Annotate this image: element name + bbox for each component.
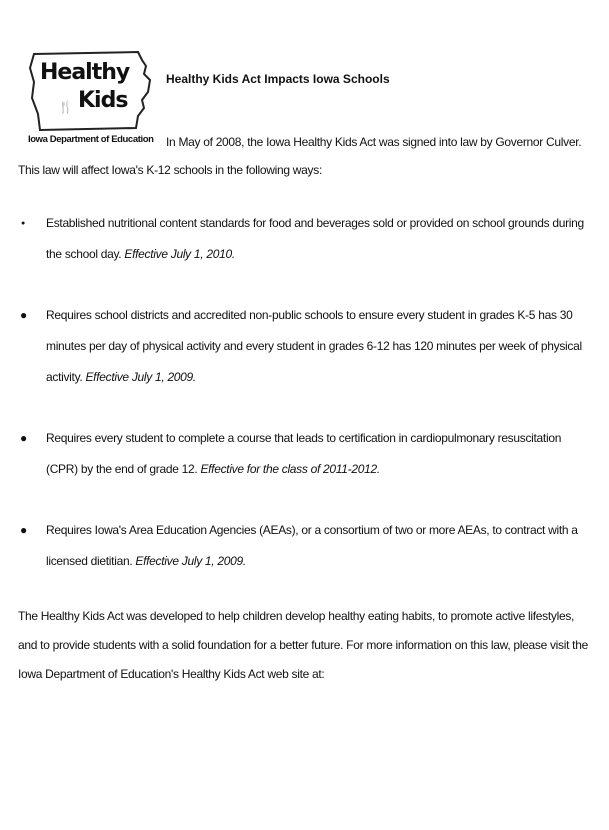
bullet-icon: ●	[20, 308, 27, 322]
bullet-effective-date: Effective for the class of 2011-2012.	[200, 462, 380, 476]
intro-paragraph: In May of 2008, the Iowa Healthy Kids Act was signed into law by Governor Culver. This law will affect Iowa's K-12 schools in the following ways:	[18, 135, 582, 177]
bullet-item	[18, 208, 593, 270]
logo-department-text: Iowa Department of Education	[28, 134, 154, 145]
bullet-item	[18, 300, 593, 393]
document-title: Healthy Kids Act Impacts Iowa Schools	[166, 72, 390, 86]
bullet-item	[18, 515, 593, 577]
logo-kids-text: Kids	[78, 88, 128, 113]
bullet-effective-date: Effective July 1, 2009.	[135, 554, 246, 568]
bullet-icon: ●	[20, 523, 27, 537]
bullet-text: Requires every student to complete a course that leads to certification in cardiopulmonary resuscitation (CPR) by the end of grade 12.	[46, 431, 562, 476]
bullet-list	[18, 208, 593, 607]
bullet-icon: ●	[20, 431, 27, 445]
fork-knife-icon: 🍴	[58, 100, 73, 114]
bullet-text: Established nutritional content standards for food and beverages sold or provided on school grounds during the school day.	[46, 216, 584, 261]
logo-healthy-text: Healthy	[40, 60, 130, 85]
bullet-item	[18, 423, 593, 485]
closing-paragraph: The Healthy Kids Act was developed to help children develop healthy eating habits, to promote active lifestyles, and to provide students with a solid foundation for a better future. For more information on this law, please visit the Iowa Department of Education's Healthy Kids Act web site at:	[18, 609, 588, 681]
bullet-icon: ●	[21, 220, 25, 227]
bullet-text: Requires school districts and accredited non-public schools to ensure every student in grades K-5 has 30 minutes per day of physical activity and every student in grades 6-12 has 120 minutes per week of physical activity.	[46, 308, 582, 384]
bullet-effective-date: Effective July 1, 2010.	[124, 247, 235, 261]
bullet-text: Requires Iowa's Area Education Agencies (AEAs), or a consortium of two or more AEAs, to contract with a licensed dietitian.	[46, 523, 578, 568]
bullet-effective-date: Effective July 1, 2009.	[85, 370, 196, 384]
